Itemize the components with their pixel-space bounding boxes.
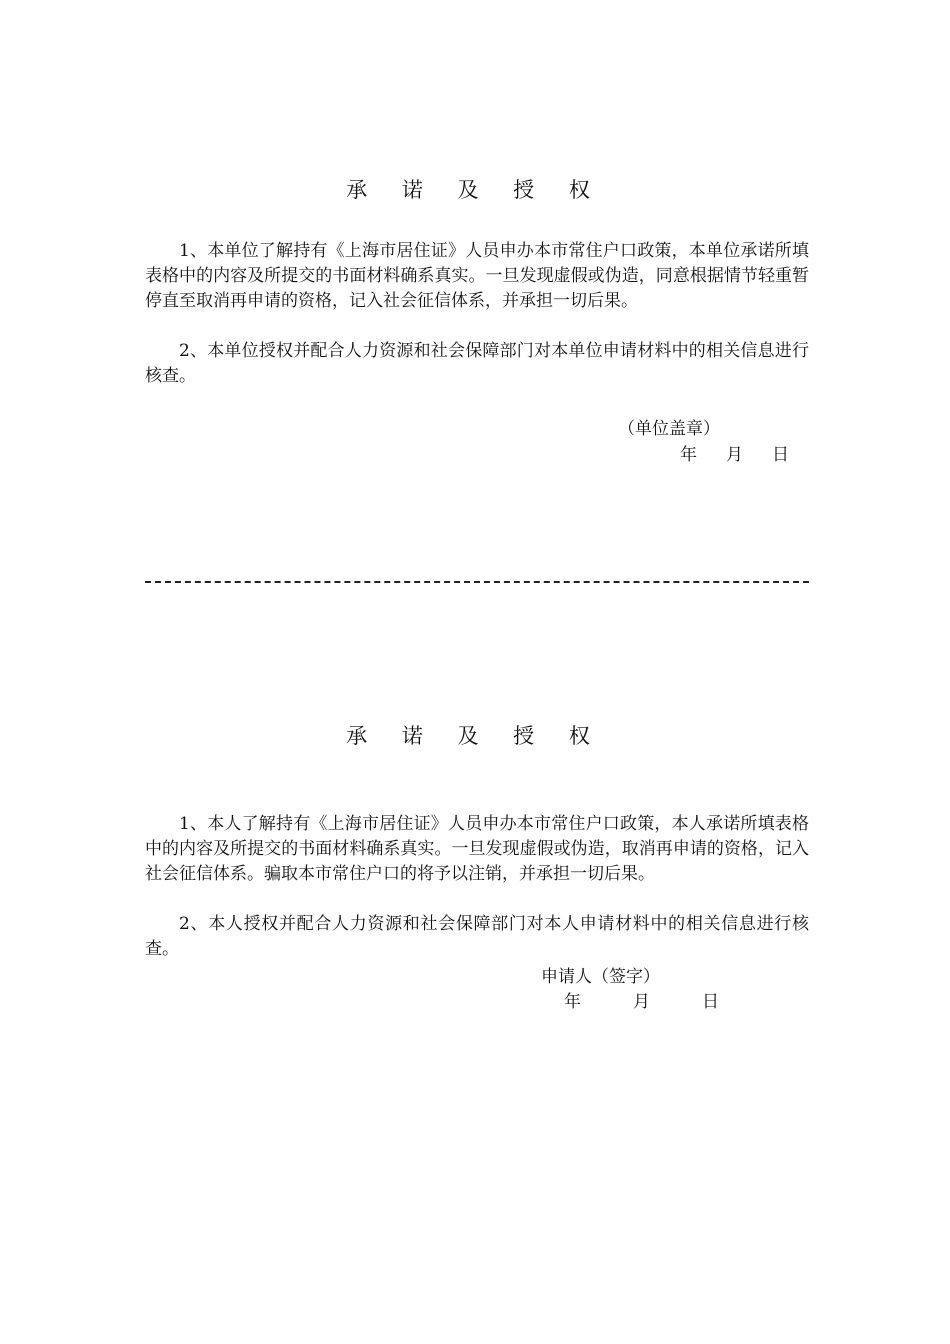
section2-date-line: 年 月 日 (564, 992, 725, 1012)
section1-item1: 1、本单位了解持有《上海市居住证》人员申办本市常住户口政策，本单位承诺所填表格中的内容及所提交的书面材料确系真实。一旦发现虚假或伪造，同意根据情节轻重暂停直至取消再申请的资格，记入社会征信体系，并承担一切后果。 (145, 241, 809, 311)
cut-line-divider (145, 581, 809, 583)
section2-item1: 1、本人了解持有《上海市居住证》人员申办本市常住户口政策，本人承诺所填表格中的内容及所提交的书面材料确系真实。一旦发现虚假或伪造，取消再申请的资格，记入社会征信体系。骗取本市常住户口的将予以注销，并承担一切后果。 (145, 814, 809, 884)
section1-date-line: 年 月 日 (680, 445, 795, 465)
unit-seal-label: （单位盖章） (618, 419, 720, 439)
section2-item2: 2、本人授权并配合人力资源和社会保障部门对本人申请材料中的相关信息进行核查。 (145, 914, 809, 959)
applicant-signature-label: 申请人（签字） (541, 967, 660, 987)
section2-title: 承 诺 及 授 权 (346, 724, 604, 748)
section1-item2: 2、本单位授权并配合人力资源和社会保障部门对本单位申请材料中的相关信息进行核查。 (145, 341, 809, 386)
section1-title: 承 诺 及 授 权 (346, 178, 604, 202)
